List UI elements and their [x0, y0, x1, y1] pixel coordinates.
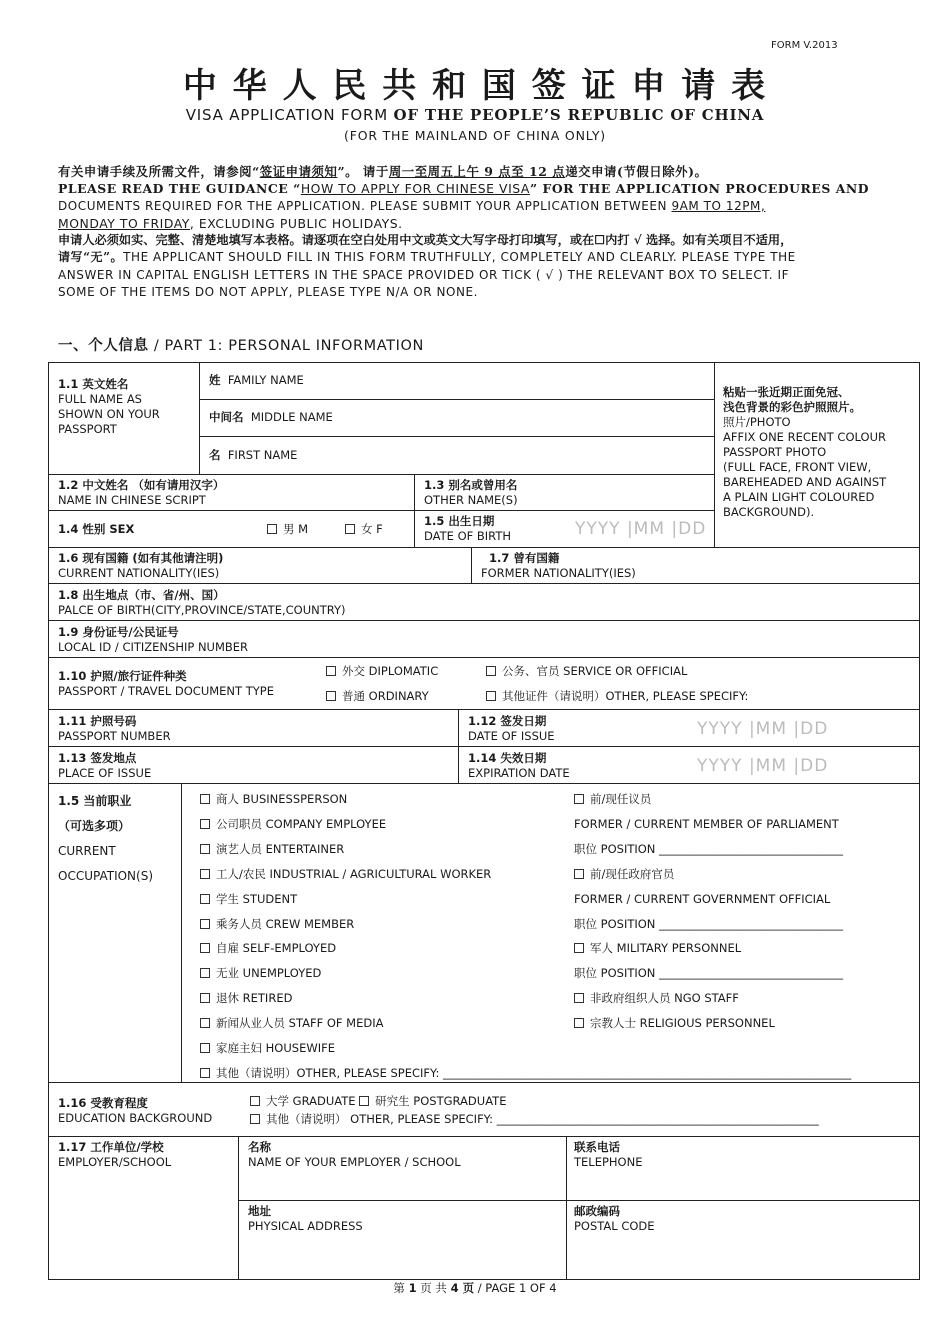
edu-postgraduate[interactable]: 研究生 POSTGRADUATE: [359, 1094, 506, 1108]
edu-graduate-checkbox[interactable]: [250, 1096, 260, 1106]
passport-type-field: 1.10 护照/旅行证件种类 PASSPORT / TRAVEL DOCUMENT TYPE 外交 DIPLOMATIC 公务、官员 SERVICE OR OFFICIAL 普通 ORDINARY 其他证件（请说明）OTHER, PLEASE SPECIFY:: [48, 657, 920, 710]
occupation-label: 退休 RETIRED: [216, 991, 293, 1006]
occupation-label: 新闻从业人员 STAFF OF MEDIA: [216, 1016, 384, 1031]
issue-date-placeholder: YYYY |MM |DD: [697, 719, 829, 739]
occupation-label: 公司职员 COMPANY EMPLOYEE: [216, 816, 387, 831]
occupation-label: 商人 BUSINESSPERSON: [216, 792, 348, 806]
occupation-option[interactable]: [200, 1036, 851, 1061]
diplomatic-checkbox[interactable]: [326, 666, 336, 676]
title-english-plain: VISA APPLICATION FORM: [185, 106, 388, 124]
occupation-checkbox[interactable]: [200, 844, 210, 854]
education-field: 1.16 受教育程度 EDUCATION BACKGROUND 大学 GRADUATE 研究生 POSTGRADUATE 其他（请说明） OTHER, PLEASE SPECIFY: ________________________________________________________: [48, 1082, 920, 1137]
occupation-label: 学生 STUDENT: [216, 891, 298, 906]
occupation-checkbox[interactable]: [200, 943, 210, 953]
occ-ngo[interactable]: 非政府组织人员 NGO STAFF: [574, 986, 843, 1011]
title-english-bold: OF THE PEOPLE’S REPUBLIC OF CHINA: [393, 106, 765, 124]
female-checkbox[interactable]: [345, 524, 355, 534]
occ-military[interactable]: 军人 MILITARY PERSONNEL: [574, 936, 843, 961]
occ-military-position[interactable]: 职位 POSITION ________________________________: [574, 966, 844, 981]
occupation-label: 其他（请说明）OTHER, PLEASE SPECIFY: _______________________________________________________________________: [216, 1065, 852, 1080]
instructions: [58, 163, 913, 301]
edu-postgraduate-checkbox[interactable]: [359, 1096, 369, 1106]
occupation-checkbox[interactable]: [200, 819, 210, 829]
occupation-label-cell: 1.5 当前职业 （可选多项） CURRENT OCCUPATION(S): [48, 783, 182, 1083]
occupation-label: 自雇 SELF-EMPLOYED: [216, 941, 337, 956]
birth-date-placeholder: YYYY |MM |DD: [575, 519, 707, 539]
edu-other[interactable]: 其他（请说明） OTHER, PLEASE SPECIFY: ________________________________________________________: [250, 1112, 819, 1127]
occupation-label: 家庭主妇 HOUSEWIFE: [216, 1041, 335, 1056]
occ-parliament[interactable]: 前/现任议员: [574, 787, 843, 812]
ordinary-checkbox[interactable]: [326, 691, 336, 701]
birth-place-field[interactable]: 1.8 出生地点（市、省/州、国） PALCE OF BIRTH(CITY,PROVINCE/STATE,COUNTRY): [48, 583, 920, 621]
male-checkbox[interactable]: [267, 524, 277, 534]
employer-section: 1.17 工作单位/学校 EMPLOYER/SCHOOL: [48, 1136, 920, 1280]
sex-label: 1.4 性别 SEX: [58, 522, 135, 536]
occ-government-checkbox[interactable]: [574, 869, 584, 879]
part1-heading: 一、个人信息 / PART 1: PERSONAL INFORMATION: [58, 337, 424, 354]
occ-ngo-checkbox[interactable]: [574, 993, 584, 1003]
employer-name-field[interactable]: 名称 NAME OF YOUR EMPLOYER / SCHOOL: [238, 1136, 567, 1201]
employer-postal-code-field[interactable]: 邮政编码 POSTAL CODE: [566, 1200, 920, 1280]
sex-female-option[interactable]: 女 F: [345, 522, 383, 537]
instr-line-5: 申请人必须如实、完整、清楚地填写本表格。请逐项在空白处用中文或英文大写字母打印填写，或在☐内打 √ 选择。如有关项目不适用，: [58, 233, 793, 248]
expiration-date-placeholder: YYYY |MM |DD: [697, 756, 829, 776]
occupation-checkbox[interactable]: [200, 1068, 210, 1078]
occ-government[interactable]: 前/现任政府官员: [574, 862, 843, 887]
title-english: [0, 106, 950, 124]
subtitle: (FOR THE MAINLAND OF CHINA ONLY): [344, 128, 606, 143]
place-of-issue-field[interactable]: 1.13 签发地点 PLACE OF ISSUE: [48, 746, 459, 784]
birth-date-field[interactable]: 1.5 出生日期 DATE OF BIRTH YYYY |MM |DD: [414, 510, 715, 548]
occ-religious-checkbox[interactable]: [574, 1018, 584, 1028]
occupation-label: 乘务人员 CREW MEMBER: [216, 916, 355, 931]
local-id-field[interactable]: 1.9 身份证号/公民证号 LOCAL ID / CITIZENSHIP NUMBER: [48, 620, 920, 658]
instr-line-3: DOCUMENTS REQUIRED FOR THE APPLICATION. PLEASE SUBMIT YOUR APPLICATION BETWEEN 9AM TO 12PM,: [58, 198, 766, 213]
edu-other-checkbox[interactable]: [250, 1114, 260, 1124]
passport-type-service[interactable]: 公务、官员 SERVICE OR OFFICIAL: [486, 664, 687, 679]
service-checkbox[interactable]: [486, 666, 496, 676]
occupation-label: 工人/农民 INDUSTRIAL / AGRICULTURAL WORKER: [216, 866, 492, 881]
other-doc-checkbox[interactable]: [486, 691, 496, 701]
occ-government-en: FORMER / CURRENT GOVERNMENT OFFICIAL: [574, 891, 831, 906]
instr-line-6: 请写“无”。THE APPLICANT SHOULD FILL IN THIS FORM TRUTHFULLY, COMPLETELY AND CLEARLY. PLEASE TYPE THE: [58, 250, 796, 265]
occupation-label: 演艺人员 ENTERTAINER: [216, 841, 345, 856]
occupation-checkbox[interactable]: [200, 968, 210, 978]
issue-date-field[interactable]: 1.12 签发日期 DATE OF ISSUE YYYY |MM |DD: [458, 709, 920, 747]
occupation-checkbox[interactable]: [200, 993, 210, 1003]
occ-government-position[interactable]: 职位 POSITION ________________________________: [574, 916, 844, 931]
first-name-field[interactable]: 名 FIRST NAME: [199, 436, 715, 475]
instr-line-8: SOME OF THE ITEMS DO NOT APPLY, PLEASE TYPE N/A OR NONE.: [58, 285, 479, 300]
middle-name-field[interactable]: 中间名 MIDDLE NAME: [199, 399, 715, 437]
chinese-name-field[interactable]: 1.2 中文姓名 （如有请用汉字） NAME IN CHINESE SCRIPT: [48, 474, 415, 511]
title-chinese: 中 华 人 民 共 和 国 签 证 申 请 表: [182, 66, 768, 106]
family-name-field[interactable]: 姓 FAMILY NAME: [199, 362, 715, 400]
occupation-section: [48, 783, 920, 1083]
occ-parliament-checkbox[interactable]: [574, 794, 584, 804]
instr-line-7: ANSWER IN CAPITAL ENGLISH LETTERS IN THE SPACE PROVIDED OR TICK ( √ ) THE RELEVANT BOX TO SELECT. IF: [58, 267, 790, 282]
occ-parliament-en: FORMER / CURRENT MEMBER OF PARLIAMENT: [574, 816, 839, 831]
current-nationality-field[interactable]: 1.6 现有国籍 (如有其他请注明) CURRENT NATIONALITY(IES): [48, 547, 472, 584]
employer-telephone-field[interactable]: 联系电话 TELEPHONE: [566, 1136, 920, 1201]
occupation-checkbox[interactable]: [200, 794, 210, 804]
occ-parliament-position[interactable]: 职位 POSITION ________________________________: [574, 841, 844, 856]
page-footer: 第 1 页 共 4 页 / PAGE 1 OF 4: [393, 1281, 557, 1295]
expiration-date-field[interactable]: 1.14 失效日期 EXPIRATION DATE YYYY |MM |DD: [458, 746, 920, 784]
passport-number-field[interactable]: 1.11 护照号码 PASSPORT NUMBER: [48, 709, 459, 747]
occupation-checkbox[interactable]: [200, 1043, 210, 1053]
occupation-checkbox[interactable]: [200, 1018, 210, 1028]
passport-type-ordinary[interactable]: 普通 ORDINARY: [326, 689, 429, 704]
sex-male-option[interactable]: 男 M: [267, 522, 308, 537]
occupation-list-right: [574, 787, 843, 1036]
employer-address-field[interactable]: 地址 PHYSICAL ADDRESS: [238, 1200, 567, 1280]
instr-line-1: 有关申请手续及所需文件，请参阅“签证申请须知”。 请于周一至周五上午 9 点至 12 点递交申请(节假日除外)。: [58, 164, 708, 179]
former-nationality-field[interactable]: 1.7 曾有国籍 FORMER NATIONALITY(IES): [471, 547, 920, 584]
sex-field: [48, 510, 415, 548]
photo-box[interactable]: 粘贴一张近期正面免冠、 浅色背景的彩色护照照片。 照片/PHOTO AFFIX ONE RECENT COLOUR PASSPORT PHOTO (FULL FACE, FRONT VIEW, BAREHEADED AND AGAINST A PLAIN LIGHT COLOURED BACKGROUND).: [714, 362, 920, 548]
passport-type-diplomatic[interactable]: 外交 DIPLOMATIC: [326, 664, 438, 679]
occupation-label: 无业 UNEMPLOYED: [216, 966, 322, 981]
label-full-name: 1.1 英文姓名 FULL NAME AS SHOWN ON YOUR PASSPORT: [48, 362, 200, 475]
instr-line-4: MONDAY TO FRIDAY, EXCLUDING PUBLIC HOLIDAYS.: [58, 215, 403, 231]
occupation-checkbox[interactable]: [200, 919, 210, 929]
edu-graduate[interactable]: 大学 GRADUATE: [250, 1094, 356, 1108]
passport-type-other[interactable]: 其他证件（请说明）OTHER, PLEASE SPECIFY:: [486, 689, 748, 704]
other-names-field[interactable]: 1.3 别名或曾用名 OTHER NAME(S): [414, 474, 715, 511]
occ-military-checkbox[interactable]: [574, 943, 584, 953]
form-version: FORM V.2013: [771, 40, 838, 51]
occ-religious[interactable]: 宗教人士 RELIGIOUS PERSONNEL: [574, 1011, 843, 1036]
occupation-checkbox[interactable]: [200, 894, 210, 904]
instr-line-2: PLEASE READ THE GUIDANCE “HOW TO APPLY FOR CHINESE VISA” FOR THE APPLICATION PROCEDURES AND: [58, 181, 870, 197]
occupation-checkbox[interactable]: [200, 869, 210, 879]
